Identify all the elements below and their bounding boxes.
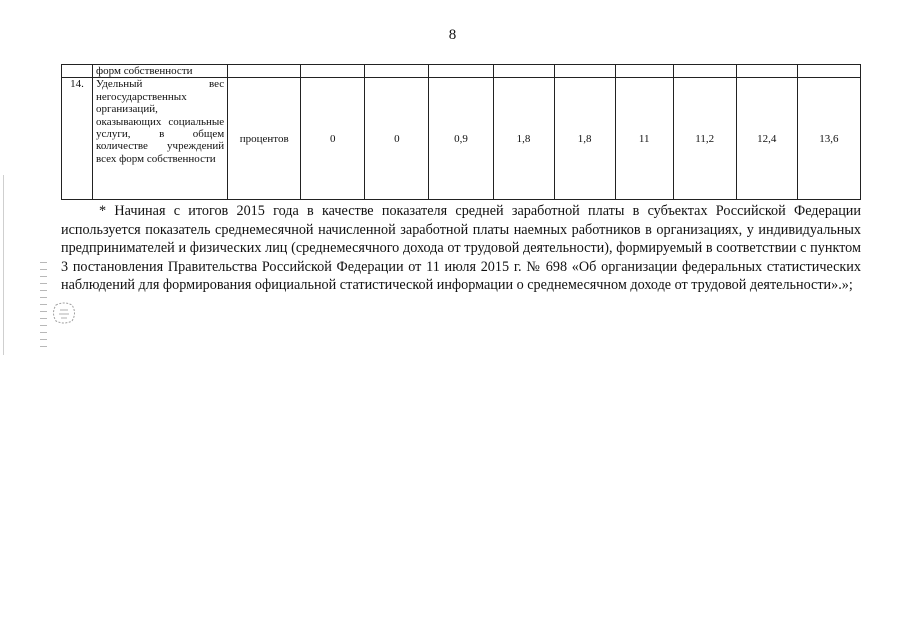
value-cell: 0 [301,78,365,200]
indicators-table [61,64,861,200]
value-cell: 1,8 [493,78,554,200]
value-cell [365,65,429,78]
row-number [62,65,93,78]
value-cell: 11 [615,78,673,200]
value-cell [673,65,736,78]
value-cell: 12,4 [736,78,797,200]
value-cell: 11,2 [673,78,736,200]
indicator-name: форм собственности [93,65,228,78]
unit-cell [228,65,301,78]
row-number: 14. [62,78,93,200]
indicator-name: Удельный вес негосударственных организаций, оказывающих социальные услуги, в общем количестве учреждений всех форм собственности [93,78,228,200]
value-cell [736,65,797,78]
value-cell: 0 [365,78,429,200]
value-cell [493,65,554,78]
table-row-continuation [62,65,861,78]
page-number: 8 [448,27,457,43]
unit-cell: процентов [228,78,301,200]
value-cell: 13,6 [797,78,860,200]
value-cell [615,65,673,78]
value-cell [301,65,365,78]
footnote: * Начиная с итогов 2015 года в качестве показателя средней заработной платы в субъектах Российской Федерации используется показатель среднемесячной начисленной заработной платы наемных работников в организациях, у индивидуальных предпринимателей и физических лиц (среднемесячного дохода от трудовой деятельности), формируемый в соответствии с пунктом 3 постановления Правительства Российской Федерации от 11 июля 2015 г. № 698 «Об организации федеральных статистических наблюдений для формирования официальной статистической информации о среднемесячном доходе от трудовой деятельности».»; [61,203,861,294]
value-cell [554,65,615,78]
table-row-14 [62,78,861,200]
stamp-icon [50,300,78,326]
value-cell: 0,9 [429,78,493,200]
margin-line [3,175,4,355]
value-cell [797,65,860,78]
value-cell [429,65,493,78]
value-cell: 1,8 [554,78,615,200]
